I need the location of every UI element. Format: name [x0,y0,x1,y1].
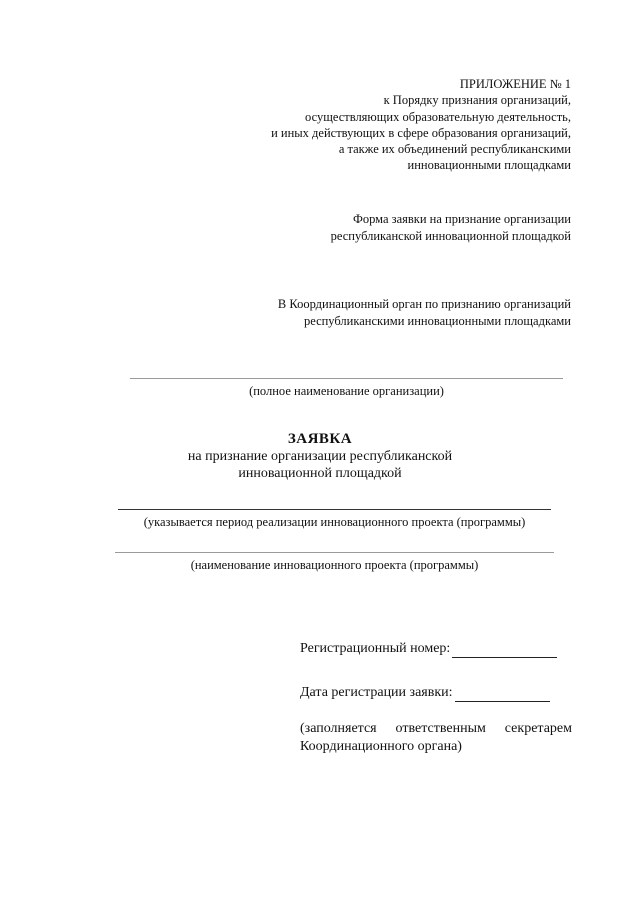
registration-date-blank [455,688,550,702]
registration-note: (заполняется ответственным секретарем Координационного органа) [300,721,572,754]
registration-date-label: Дата регистрации заявки: [300,685,453,700]
title-subtitle-line: на признание организации республиканской [187,449,453,464]
appendix-line: а также их объединений республиканскими [338,142,571,157]
organization-name-field [130,378,563,399]
organization-name-caption: (полное наименование организации) [249,384,444,398]
form-reference-line: республиканской инновационной площадкой [330,229,571,243]
registration-number-label: Регистрационный номер: [300,641,451,656]
document-title [0,430,640,482]
title-subtitle-line: инновационной площадкой [238,466,402,481]
registration-date-row [300,684,572,702]
appendix-line: ПРИЛОЖЕНИЕ № 1 [459,77,571,91]
registration-number-blank [452,644,557,658]
organization-name-line [130,378,563,379]
addressee-line: республиканскими инновационными площадками [303,314,571,328]
addressee-line: В Координационный орган по признанию организаций [277,297,571,311]
appendix-line: осуществляющих образовательную деятельность, [305,109,571,124]
project-period-line [118,509,551,510]
project-name-field [115,552,554,573]
appendix-header [271,76,571,174]
project-name-caption: (наименование инновационного проекта (программы) [190,558,479,572]
addressee-block [278,296,571,330]
appendix-line: к Порядку признания организаций, [383,93,571,108]
registration-number-row [300,640,572,658]
appendix-line: инновационными площадками [407,158,571,173]
form-reference [331,211,571,245]
project-name-line [115,552,554,553]
appendix-line: и иных действующих в сфере образования организаций, [271,125,571,140]
project-period-caption: (указывается период реализации инновационного проекта (программы) [143,515,526,529]
form-reference-line: Форма заявки на признание организации [352,212,571,226]
project-period-field [118,509,551,530]
title-main: ЗАЯВКА [287,431,353,447]
registration-block [300,640,572,756]
